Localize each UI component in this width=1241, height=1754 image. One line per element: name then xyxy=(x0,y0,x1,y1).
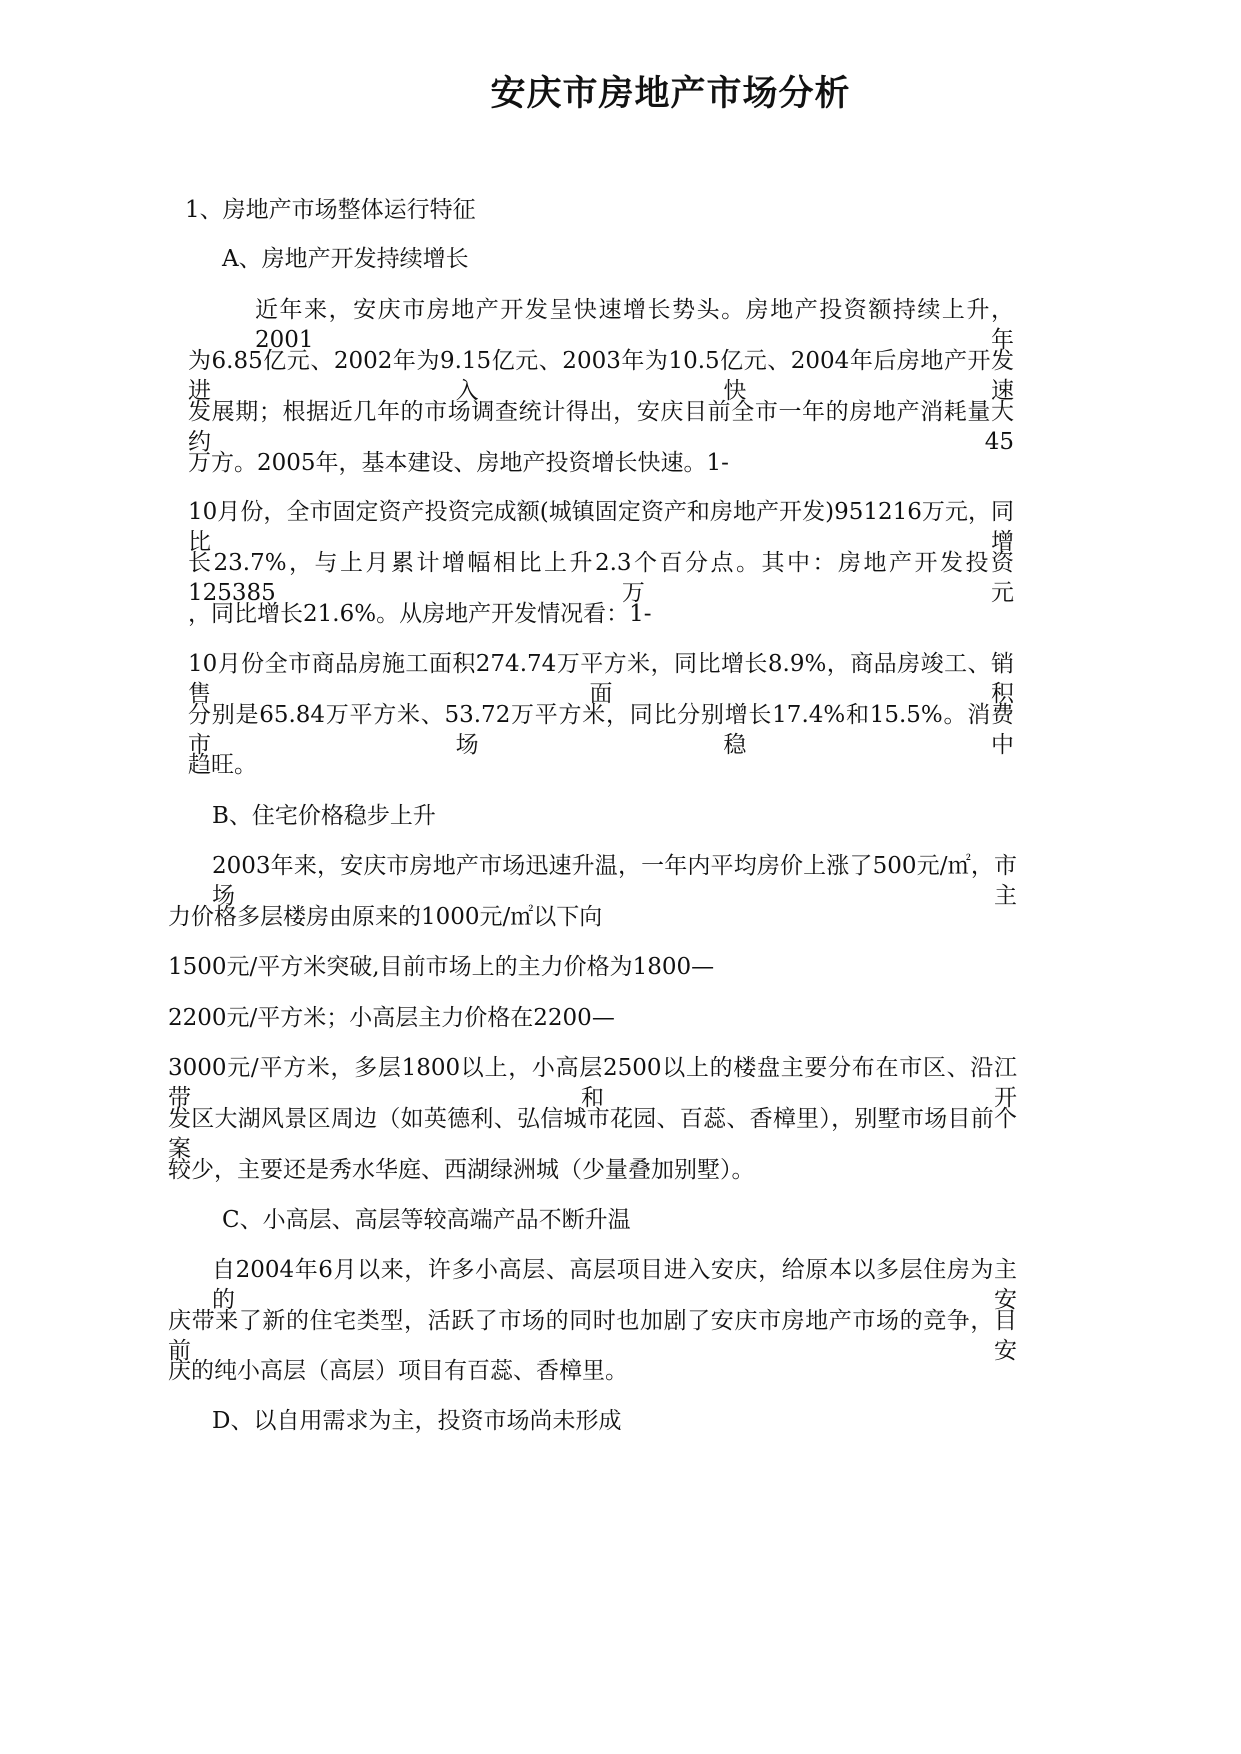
paragraph-line: 为6.85亿元、2002年为9.15亿元、2003年为10.5亿元、2004年后房地产开发进入快速 xyxy=(188,348,1014,404)
paragraph-line: 趋旺。 xyxy=(188,752,257,778)
subsection-heading-b: B、住宅价格稳步上升 xyxy=(212,803,436,829)
paragraph-line: 长23.7%，与上月累计增幅相比上升2.3个百分点。其中：房地产开发投资125385万元 xyxy=(188,550,1014,606)
paragraph-line: 庆带来了新的住宅类型，活跃了市场的同时也加剧了安庆市房地产市场的竞争，目前安 xyxy=(168,1308,1017,1364)
subsection-heading-a: A、房地产开发持续增长 xyxy=(222,246,469,272)
paragraph-line: 10月份全市商品房施工面积274.74万平方米，同比增长8.9%，商品房竣工、销售面积 xyxy=(188,651,1014,707)
section-heading: 1、房地产市场整体运行特征 xyxy=(185,197,476,223)
document-title: 安庆市房地产市场分析 xyxy=(490,73,851,114)
paragraph-line: 1500元/平方米突破,目前市场上的主力价格为1800— xyxy=(168,954,715,980)
subsection-heading-d: D、以自用需求为主，投资市场尚未形成 xyxy=(212,1408,622,1434)
paragraph-line: 发展期；根据近几年的市场调查统计得出，安庆目前全市一年的房地产消耗量大约45 xyxy=(188,399,1014,455)
paragraph-line: 10月份，全市固定资产投资完成额(城镇固定资产和房地产开发)951216万元，同比增 xyxy=(188,499,1014,555)
paragraph-line: 2200元/平方米；小高层主力价格在2200— xyxy=(168,1005,615,1031)
paragraph-line: 分别是65.84万平方米、53.72万平方米，同比分别增长17.4%和15.5%。消费市场稳中 xyxy=(188,702,1014,758)
paragraph-line: 3000元/平方米，多层1800以上，小高层2500以上的楼盘主要分布在市区、沿江带和开 xyxy=(168,1055,1017,1111)
paragraph-line: 自2004年6月以来，许多小高层、高层项目进入安庆，给原本以多层住房为主的安 xyxy=(212,1257,1017,1313)
paragraph-line: 力价格多层楼房由原来的1000元/㎡以下向 xyxy=(168,904,603,930)
subsection-heading-c: C、小高层、高层等较高端产品不断升温 xyxy=(222,1207,631,1233)
paragraph-line: 2003年来，安庆市房地产市场迅速升温，一年内平均房价上涨了500元/㎡，市场主 xyxy=(212,853,1017,909)
paragraph-line: 近年来，安庆市房地产开发呈快速增长势头。房地产投资额持续上升，2001年 xyxy=(255,297,1014,353)
paragraph-line: ，同比增长21.6%。从房地产开发情况看：1- xyxy=(188,601,652,627)
paragraph-line: 万方。2005年，基本建设、房地产投资增长快速。1- xyxy=(188,450,729,476)
paragraph-line: 发区大湖风景区周边（如英德利、弘信城市花园、百蕊、香樟里），别墅市场目前个案 xyxy=(168,1106,1017,1162)
paragraph-line: 庆的纯小高层（高层）项目有百蕊、香樟里。 xyxy=(168,1358,628,1384)
paragraph-line: 较少，主要还是秀水华庭、西湖绿洲城（少量叠加别墅）。 xyxy=(168,1157,755,1183)
